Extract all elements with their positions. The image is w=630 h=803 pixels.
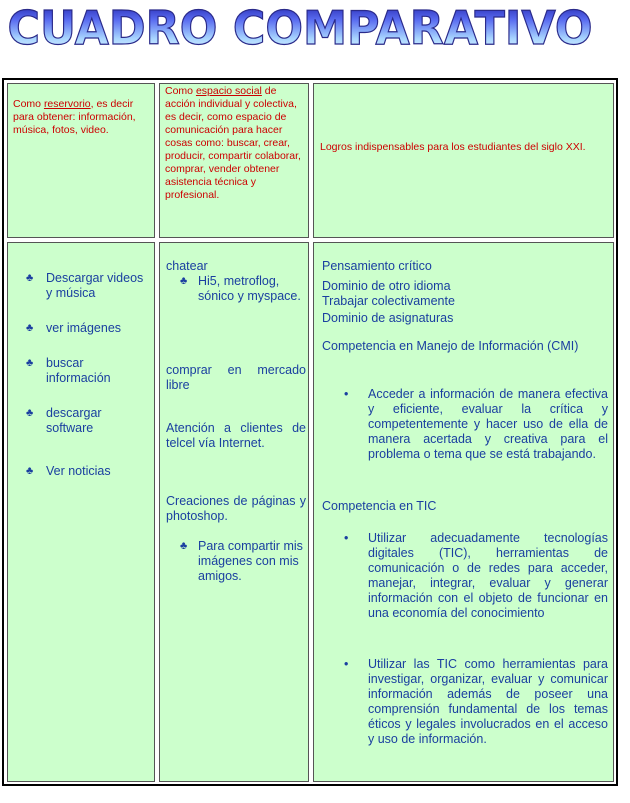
list-item: ♣ buscar información xyxy=(26,356,111,385)
club-bullet-icon: ♣ xyxy=(26,357,34,369)
tic-bullet-2: • Utilizar las TIC como herramientas para investigar, organizar, evaluar y comunicar información además de poseer una comprensión fundamental de los temas éticos y legales involucrados en el acceso y uso de información. xyxy=(368,657,608,747)
share-block xyxy=(166,539,306,584)
list-item: ♣ ver imágenes xyxy=(26,321,122,335)
share-sub-item: ♣ Para compartir mis imágenes con mis amigos. xyxy=(180,539,303,583)
reservorio-link[interactable]: reservorio xyxy=(43,98,91,110)
club-bullet-icon: ♣ xyxy=(26,465,34,477)
club-bullet-icon: ♣ xyxy=(180,540,188,552)
chat-block xyxy=(166,259,306,304)
header-cell-espacio-social xyxy=(159,83,309,238)
skill-line: Trabajar colectivamente xyxy=(322,294,455,308)
club-bullet-icon: ♣ xyxy=(26,272,34,284)
attention-text: Atención a clientes de telcel vía Internet. xyxy=(166,421,306,450)
page-title: CUADRO COMPARATIVO xyxy=(7,1,593,55)
skill-line: Dominio de otro idioma xyxy=(322,279,451,293)
espacio-social-link[interactable]: espacio social xyxy=(195,85,262,97)
page-title-banner xyxy=(0,0,630,62)
club-bullet-icon: ♣ xyxy=(180,275,188,287)
list-item: ♣ Descargar videos y música xyxy=(26,271,144,300)
comparison-table xyxy=(2,78,618,786)
header-text-espacio-social: Como espacio social de acción individual y colectiva, es decir, como espacio de comunicación para hacer cosas como: buscar, crear, producir, compartir colaborar, comprar, vender obtener asistencia técnica y profesional. xyxy=(165,85,301,201)
tic-heading: Competencia en TIC xyxy=(322,499,437,513)
cmi-heading: Competencia en Manejo de Información (CMI) xyxy=(322,339,579,353)
list-item: ♣ descargar software xyxy=(26,406,102,435)
body-cell-logros xyxy=(313,242,614,782)
header-text-logros: Logros indispensables para los estudiantes del siglo XXI. xyxy=(320,141,586,153)
cmi-bullet: • Acceder a información de manera efectiva y eficiente, evaluar la crítica y competentemente y hacer uso de ella de manera acertada y creativa para el problema o tema que se está trabajando. xyxy=(368,387,608,462)
club-bullet-icon: ♣ xyxy=(26,322,34,334)
header-text-reservorio: Como reservorio, es decir para obtener: información, música, fotos, video. xyxy=(13,98,136,136)
reservorio-list xyxy=(26,271,151,499)
skill-line: Dominio de asignaturas xyxy=(322,311,454,325)
chat-label: chatear xyxy=(166,259,208,273)
body-cell-espacio-social xyxy=(159,242,309,782)
buy-text: comprar en mercado libre xyxy=(166,363,306,392)
chat-sub-item: ♣ Hi5, metroflog, sónico y myspace. xyxy=(180,274,301,303)
header-cell-reservorio xyxy=(7,83,155,238)
header-cell-logros xyxy=(313,83,614,238)
tic-bullet-1: • Utilizar adecuadamente tecnologías digitales (TIC), herramientas de comunicación o de redes para acceder, manejar, integrar, evaluar y generar información con el objeto de funcionar en una economía del conocimiento xyxy=(368,531,608,621)
skill-line: Pensamiento crítico xyxy=(322,259,432,273)
club-bullet-icon: ♣ xyxy=(26,407,34,419)
creations-text: Creaciones de páginas y photoshop. xyxy=(166,494,306,523)
body-cell-reservorio xyxy=(7,242,155,782)
list-item: ♣ Ver noticias xyxy=(26,464,111,478)
